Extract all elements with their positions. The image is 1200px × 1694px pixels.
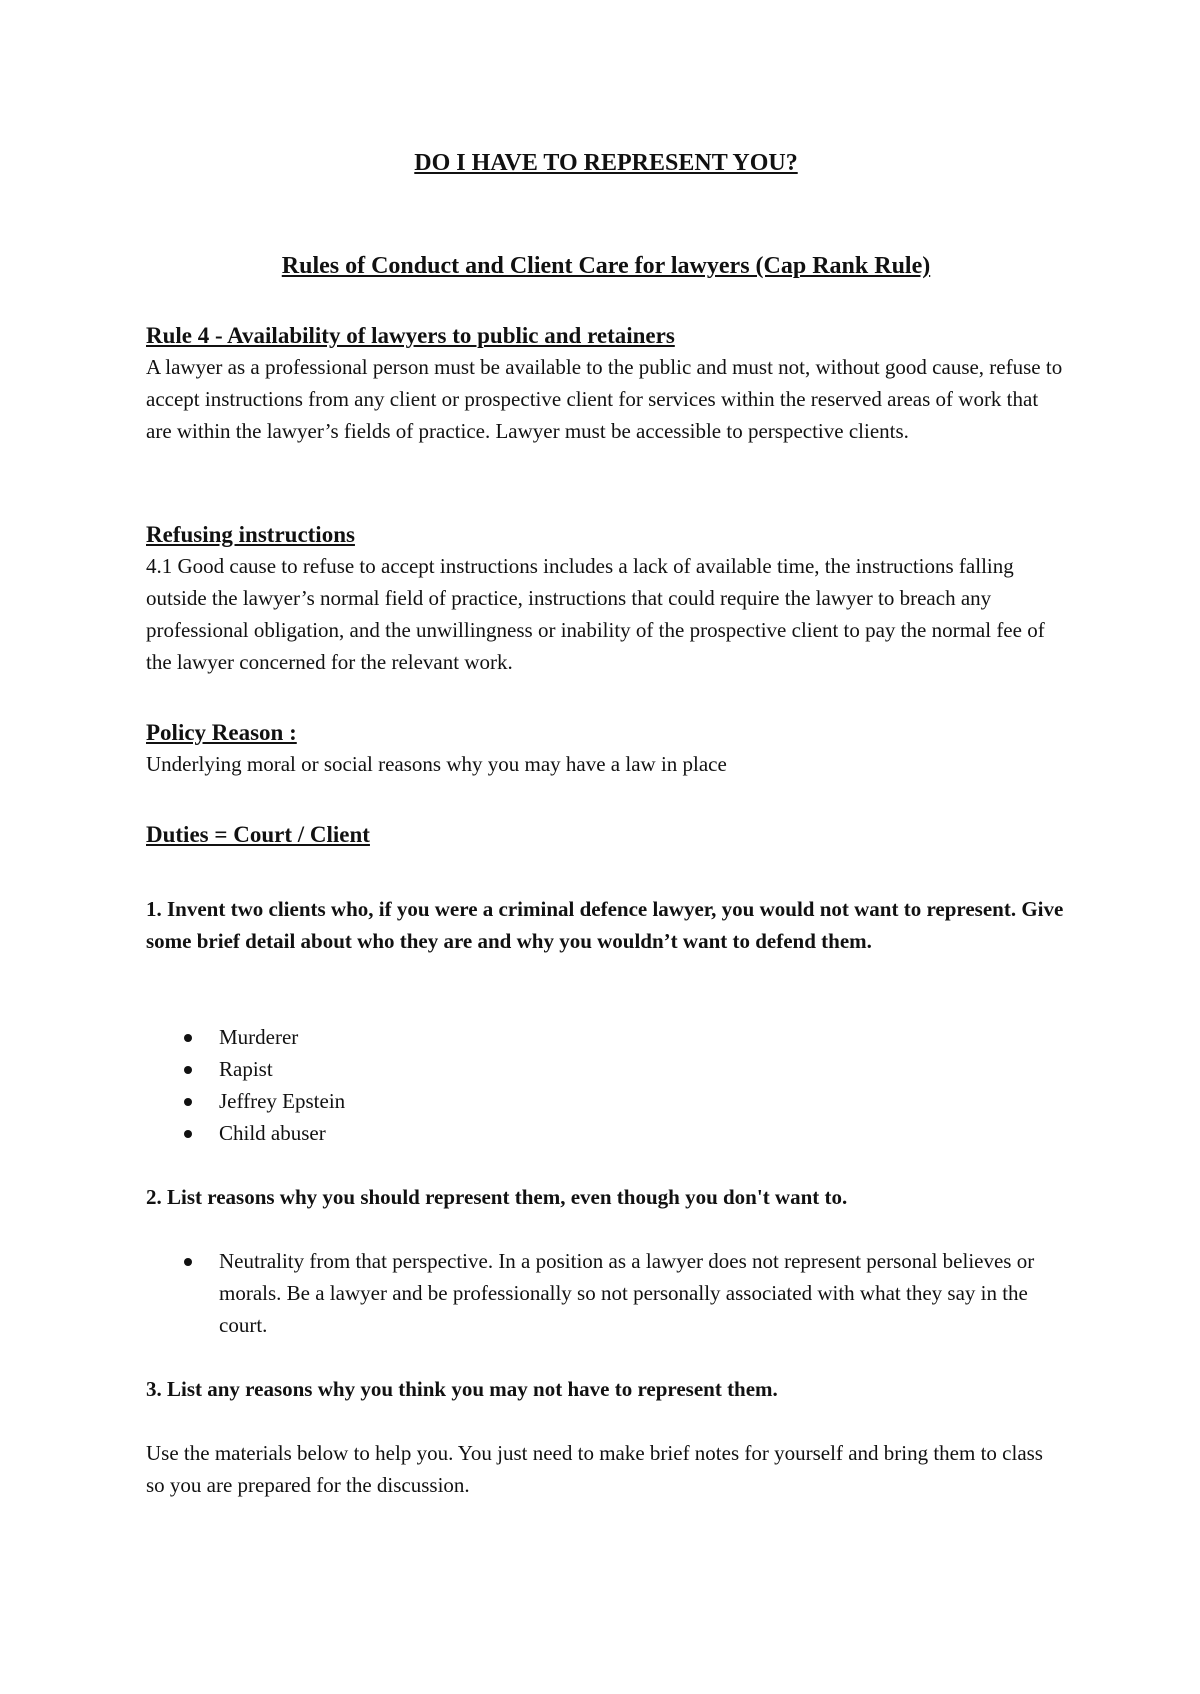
refusing-body: 4.1 Good cause to refuse to accept instructions includes a lack of available time, the instructions falling outside the lawyer’s normal field of practice, instructions that could require the lawyer to breach any professional obligation, and the unwillingness or inability of the prospective client to pay the normal fee of the lawyer concerned for the relevant work.: [146, 554, 1045, 674]
rule4-heading: Rule 4 - Availability of lawyers to public and retainers: [146, 323, 675, 348]
question-3-text: 3. List any reasons why you think you may not have to represent them.: [146, 1377, 778, 1401]
section-refusing-instructions: [146, 520, 1066, 678]
bullet-icon: [184, 1098, 192, 1106]
document-subtitle: Rules of Conduct and Client Care for lawyers (Cap Rank Rule): [281, 253, 931, 279]
bullet-icon: [184, 1034, 192, 1042]
list-item: [146, 1053, 1066, 1085]
bullet-icon: [184, 1130, 192, 1138]
answer-text: Neutrality from that perspective. In a position as a lawyer does not represent personal believes or morals. Be a lawyer and be professionally so not personally associated with what they say in the court.: [219, 1249, 1035, 1337]
question-1-text: 1. Invent two clients who, if you were a criminal defence lawyer, you would not want to represent. Give some brief detail about who they are and why you wouldn’t want to defend them.: [146, 897, 1064, 953]
question-1: [146, 893, 1066, 957]
list-item: [146, 1245, 1066, 1341]
question-3: [146, 1373, 1066, 1405]
question-2-text: 2. List reasons why you should represent them, even though you don't want to.: [146, 1185, 848, 1209]
answer-text: Rapist: [219, 1057, 273, 1081]
section-rule4: [146, 321, 1066, 447]
list-item: [146, 1085, 1066, 1117]
document-title: DO I HAVE TO REPRESENT YOU?: [414, 150, 798, 176]
section-policy-reason: [146, 718, 1066, 780]
answer-text: Child abuser: [219, 1121, 326, 1145]
list-item: [146, 1117, 1066, 1149]
closing-note: [146, 1437, 1066, 1501]
rule4-body: A lawyer as a professional person must be available to the public and must not, without good cause, refuse to accept instructions from any client or prospective client for services within the reserved areas of work that are within the lawyer’s fields of practice. Lawyer must be accessible to perspective clients.: [146, 355, 1063, 443]
duties-heading: Duties = Court / Client: [146, 822, 370, 847]
answer-text: Murderer: [219, 1025, 299, 1049]
policy-heading: Policy Reason :: [146, 720, 297, 745]
section-duties: [146, 820, 1066, 850]
bullet-icon: [184, 1258, 192, 1266]
refusing-heading: Refusing instructions: [146, 522, 355, 547]
list-item: [146, 1021, 1066, 1053]
question-1-answers: [146, 1021, 1066, 1149]
bullet-icon: [184, 1066, 192, 1074]
question-2: [146, 1181, 1066, 1213]
closing-text: Use the materials below to help you. You just need to make brief notes for yourself and bring them to class so you are prepared for the discussion.: [146, 1441, 1043, 1497]
answer-text: Jeffrey Epstein: [219, 1089, 346, 1113]
question-2-answers: [146, 1245, 1066, 1341]
policy-body: Underlying moral or social reasons why you may have a law in place: [146, 752, 727, 776]
